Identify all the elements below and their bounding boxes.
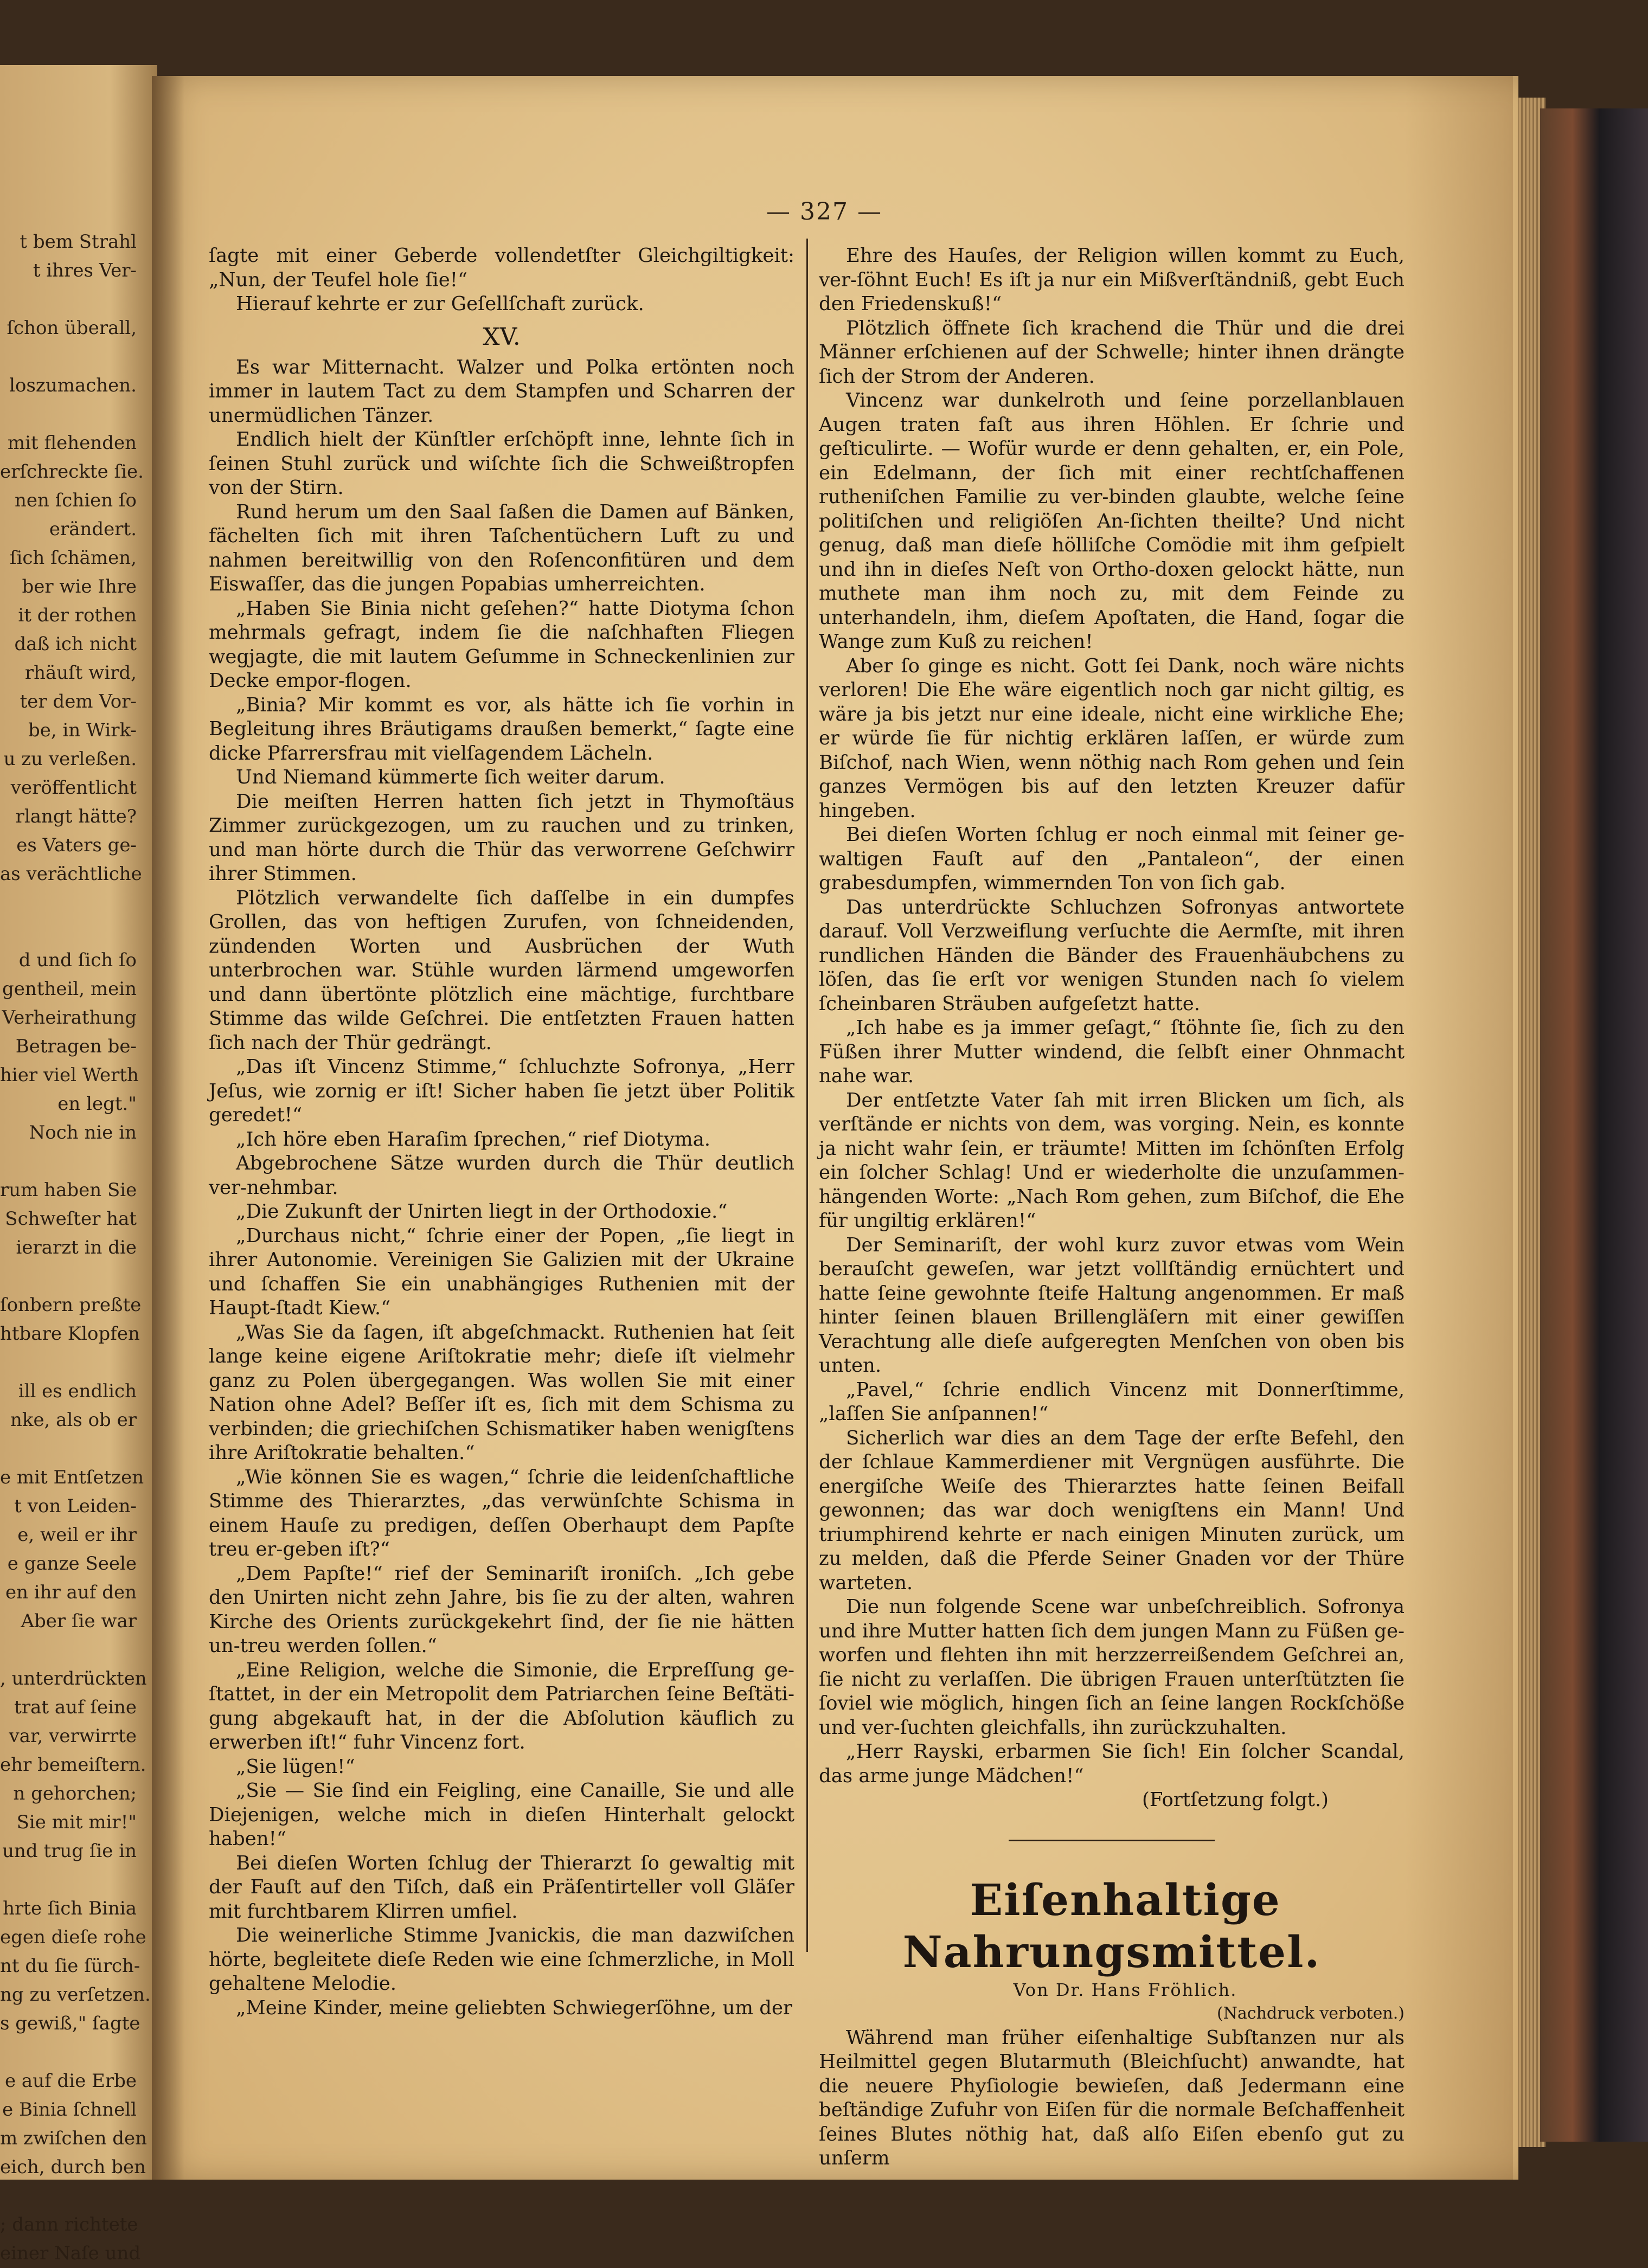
left-page-line: hier viel Werth [0, 1064, 139, 1086]
left-page-line: e mit Entſetzen [0, 1467, 144, 1488]
left-page-line: u zu verleßen. [3, 748, 137, 770]
paragraph: „Wie können Sie es wagen,“ ſchrie die leidenſchaftliche Stimme des Thierarztes, „das verwünſchte Schisma in einem Hauſe zu predigen, deſſen Oberhaupt dem Papſte treu er-geben iſt?“ [209, 1466, 794, 1560]
left-page-line: d und ſich ſo [18, 949, 137, 971]
book-cover-edge [1540, 108, 1648, 2142]
left-page-line: ; dann richtete [0, 2214, 138, 2235]
paragraph: Die nun folgende Scene war unbeſchreiblich. Sofronya und ihre Mutter hatten ſich dem jungen Mann zu Füßen ge-worfen und flehten ihn mit herzzerreißendem Geſchrei an, ſie nicht zu verlaſſen. Die übrigen Frauen unterſtützten ſie ſoviel wie möglich, hingen ſich an ſeine langen Rockſchöße und ver-ſuchten gleichfalls, ihn zurückzuhalten. [819, 1596, 1405, 1739]
left-page-line: t ihres Ver- [33, 260, 137, 281]
left-page-line: ter dem Vor- [20, 691, 137, 712]
paragraph: Rund herum um den Saal ſaßen die Damen auf Bänken, fächelten ſich mit ihren Taſchentüchern Luft zu und nahmen bereitwillig von den Roſenconfitüren und dem Eiswaſſer, das die jungen Popabias umherreichten. [209, 500, 794, 595]
left-page-line: e, weil er ihr [17, 1524, 137, 1546]
left-page-line: veröffentlicht [10, 777, 137, 799]
left-page-line: as verächtliche [0, 863, 142, 885]
left-page-line: Aber ſie war [21, 1610, 137, 1632]
paragraph: Das unterdrückte Schluchzen Sofronyas antwortete darauf. Voll Verzweiflung verſuchte die Aermſte, mit ihren rundlichen Händen die Bänder des Frauenhäubchens zu löſen, das ſie erſt vor wenigen Stunden nach ſo vielem ſcheinbaren Sträuben aufgeſetzt hatte. [819, 896, 1405, 1015]
paragraph: „Meine Kinder, meine geliebten Schwiegerſöhne, um der [236, 1996, 792, 2019]
left-page-line: ill es endlich [18, 1380, 137, 1402]
left-page-line [0, 889, 146, 917]
paragraph: „Binia? Mir kommt es vor, als hätte ich ſie vorhin in Begleitung ihres Bräutigams draußen bemerkt,“ ſagte eine dicke Pfarrersfrau mit vielſagendem Lächeln. [209, 693, 794, 764]
paragraph: „Herr Rayski, erbarmen Sie ſich! Ein ſolcher Scandal, das arme junge Mädchen!“ [819, 1740, 1405, 1787]
paragraph: „Eine Religion, welche die Simonie, die Erpreſſung ge-ſtattet, in der ein Metropolit dem Patriarchen ſeine Beſtäti-gung abgekauft hat, in der die Abſolution käuflich zu erwerben iſt!“ fuhr Vincenz fort. [209, 1659, 794, 1753]
left-page-line: erändert. [49, 518, 137, 540]
left-page-line: ehr bemeiſtern. [0, 1754, 146, 1776]
continued-note: (Fortſetzung folgt.) [1142, 1789, 1329, 1811]
reprint-note: (Nachdruck verboten.) [1216, 2004, 1405, 2023]
left-page-line [0, 1262, 146, 1291]
left-page-line: s gewiß," ſagte [0, 2013, 140, 2034]
paragraph: Plötzlich verwandelte ſich daſſelbe in ein dumpfes Grollen, das von heftigen Zurufen, von ſchneidenden, zündenden Worten und Ausbrüchen der Wuth unterbrochen war. Stühle wurden lärmend umgeworfen und dann übertönte plötzlich eine mächtige, furchtbare Stimme das wilde Geſchrei. Die entſetzten Frauen hatten ſich nach der Thür gedrängt. [209, 886, 794, 1054]
left-page-line: erſchreckte ſie. [0, 461, 144, 483]
left-page-line: eich, durch ben [0, 2156, 146, 2178]
left-column [209, 244, 794, 2020]
paragraph: Plötzlich öffnete ſich krachend die Thür und die drei Männer erſchienen auf der Schwelle; hinter ihnen drängte ſich der Strom der Anderen. [819, 317, 1405, 388]
left-paragraphs [209, 356, 794, 2021]
left-page-line [0, 2182, 146, 2211]
paragraph: Und Niemand kümmerte ſich weiter darum. [236, 766, 665, 788]
left-page-line: m zwiſchen den [0, 2128, 148, 2149]
paragraph: Es war Mitternacht. Walzer und Polka ertönten noch immer in lautem Tact zu dem Stampfen und Scharren der unermüdlichen Tänzer. [209, 356, 794, 427]
paragraph: Aber ſo ginge es nicht. Gott ſei Dank, noch wäre nichts verloren! Die Ehe wäre eigentlich noch gar nicht giltig, es wäre ja bis jetzt nur eine ideale, nicht eine wirkliche Ehe; er würde ſie für nichtig erklären laſſen, er würde zum Biſchof, nach Wien, wenn nöthig nach Rom gehen und ſein ganzes Vermögen bis auf den letzten Kreuzer dafür hingeben. [819, 654, 1405, 822]
left-page-line: ber wie Ihre [22, 576, 137, 597]
left-page-line: en ihr auf den [5, 1582, 137, 1603]
left-page-line: trat auf ſeine [14, 1697, 137, 1718]
left-page-line: t bem Strahl [20, 231, 137, 253]
paragraph: „Ich habe es ja immer geſagt,“ ſtöhnte ſie, ſich zu den Füßen ihrer Mutter windend, die ſelbſt einer Ohnmacht nahe war. [819, 1017, 1405, 1087]
article-title: Eiſenhaltige Nahrungsmittel. [902, 1874, 1321, 1977]
paragraph: Abgebrochene Sätze wurden durch die Thür deutlich ver-nehmbar. [209, 1152, 794, 1199]
paragraph: Sicherlich war dies an dem Tage der erſte Befehl, den der ſchlaue Kammerdiener mit Vergnügen ausführte. Die energiſche Weiſe des Thierarztes hatte ſeinen Beifall gewonnen; das war doch wenigſtens ein Mann! Und triumphirend kehrte er nach einigen Minuten zurück, um zu melden, daß die Pferde Seiner Gnaden vor der Thüre warteten. [819, 1427, 1405, 1594]
left-page-line: Sie mit mir!" [16, 1811, 137, 1833]
paragraph: Der Seminariſt, der wohl kurz zuvor etwas vom Wein berauſcht geweſen, war jetzt vollſtändig ernüchtert und hatte ſeine gewohnte ſteife Haltung angenommen. Er maß hinter ſeinen blauen Brillengläſern mit einer gewiſſen Verachtung alle dieſe aufgeregten Menſchen von oben bis unten. [819, 1233, 1405, 1377]
paragraph: „Pavel,“ ſchrie endlich Vincenz mit Donnerſtimme, „laſſen Sie anſpannen!“ [819, 1378, 1405, 1425]
paragraph: Ehre des Hauſes, der Religion willen kommt zu Euch, ver-ſöhnt Euch! Es iſt ja nur ein Mißverſtändniß, gebt Euch den Friedenskuß!“ [819, 245, 1405, 315]
paragraph: „Haben Sie Binia nicht geſehen?“ hatte Diotyma ſchon mehrmals gefragt, indem ſie die naſchhaften Fliegen wegjagte, die mit lautem Geſumme in Schneckenlinien zur Decke empor-flogen. [209, 597, 794, 692]
paragraph: „Was Sie da ſagen, iſt abgeſchmackt. Ruthenien hat ſeit lange keine eigene Ariſtokratie mehr; dieſe iſt vielmehr ganz zu Polen übergegangen. Was wollen Sie mit einer Nation ohne Adel? Beſſer iſt es, ſich mit dem Schisma zu verbinden; die griechiſchen Schismatiker haben wenigſtens ihre Ariſtokratie behalten.“ [209, 1321, 794, 1464]
left-page-line: gentheil, mein [2, 978, 137, 1000]
paragraph: Hierauf kehrte er zur Geſellſchaft zurück. [236, 293, 644, 315]
paragraph: Der entſetzte Vater ſah mit irren Blicken um ſich, als verſtände er nichts von dem, was vorging. Nein, es konnte ja nicht wahr ſein, er träumte! Mitten im ſchönſten Erfolg ein ſolcher Schlag! Und er wiederholte die unzuſammen-hängenden Worte: „Nach Rom gehen, zum Biſchof, die Ehe für ungiltig erklären!“ [819, 1089, 1405, 1232]
paragraph: „Sie — Sie ſind ein Feigling, eine Canaille, Sie und alle Diejenigen, welche mich in dieſen Hinterhalt gelockt haben!“ [209, 1779, 794, 1850]
left-page-line: loszumachen. [9, 375, 137, 396]
left-page-line: ſich ſchämen, [9, 547, 137, 569]
left-page-line [0, 1348, 146, 1377]
left-page-line: , unterdrückten [0, 1668, 147, 1689]
left-page-line: rlangt hätte? [15, 806, 137, 827]
left-page-line: einer Naſe und [0, 2243, 141, 2264]
paragraph: „Ich höre eben Haraſim ſprechen,“ rief Diotyma. [236, 1128, 711, 1151]
left-page-line: Verheirathung [2, 1007, 137, 1029]
left-page-line: nen ſchien ſo [14, 490, 137, 511]
left-page-line: nke, als ob er [10, 1409, 137, 1431]
paragraph: Bei dieſen Worten ſchlug der Thierarzt ſo gewaltig mit der Fauſt auf den Tiſch, daß ein Präſentirteller voll Gläſer mit furchtbarem Klirren umfiel. [209, 1852, 794, 1923]
paragraph: „Das iſt Vincenz Stimme,“ ſchluchzte Sofronya, „Herr Jeſus, wie zornig er iſt! Sicher haben ſie jetzt über Politik geredet!“ [209, 1056, 794, 1126]
left-page-line [0, 343, 146, 371]
paragraph: Die meiſten Herren hatten ſich jetzt in Thymoſtäus Zimmer zurückgezogen, um zu rauchen und zu trinken, und man hörte durch die Thür das verworrene Geſchwirr ihrer Stimmen. [209, 790, 794, 885]
left-page-line: n gehorchen; [13, 1783, 137, 1804]
left-page-line [0, 1636, 146, 1665]
left-page-line: Noch nie in [29, 1122, 137, 1143]
left-page-line: nt du ſie ſürch- [0, 1955, 140, 1977]
left-page-line: rhäuſt wird, [24, 662, 137, 684]
paragraph: Bei dieſen Worten ſchlug er noch einmal mit ſeiner ge-waltigen Fauſt auf den „Pantaleon“, der einen grabesdumpfen, wimmernden Ton von ſich gab. [819, 824, 1405, 894]
left-page-line: var, verwirrte [9, 1725, 137, 1747]
left-page [0, 65, 157, 2264]
page-number: — 327 — [766, 198, 882, 226]
left-page-line [0, 400, 146, 429]
left-page-line: Betragen be- [15, 1036, 137, 1057]
left-page-line: es Vaters ge- [16, 834, 137, 856]
left-page-line: e ganze Seele [7, 1553, 137, 1575]
paragraph: „Die Zukunft der Unirten liegt in der Orthodoxie.“ [236, 1200, 728, 1223]
left-page-line: egen dieſe rohe [0, 1926, 146, 1948]
left-page-line: rum haben Sie [0, 1179, 137, 1201]
left-page-line: ſchon überall, [7, 317, 137, 339]
chapter-heading: XV. [483, 323, 521, 351]
left-page-fragments [0, 228, 151, 2268]
left-page-line [0, 2038, 146, 2067]
left-page-line [0, 1147, 146, 1176]
left-page-line: be, in Wirk- [28, 719, 137, 741]
left-page-line: Schweſter hat [5, 1208, 137, 1230]
right-column [819, 244, 1405, 2171]
left-page-line: en legt." [57, 1093, 137, 1115]
left-page-line: ierarzt in die [16, 1237, 137, 1258]
left-page-line: e Binia ſchnell [2, 2099, 137, 2121]
left-page-line: mit flehenden [7, 432, 137, 454]
paragraph: Endlich hielt der Künſtler erſchöpft inne, lehnte ſich in ſeinen Stuhl zurück und wiſchte ſich die Schweißtropfen von der Stirn. [209, 428, 794, 499]
paragraph: „Durchaus nicht,“ ſchrie einer der Popen, „ſie liegt in ihrer Autonomie. Vereinigen Sie Galizien mit der Ukraine und ſchaffen Sie ein unabhängiges Ruthenien mit der Haupt-ſtadt Kiew.“ [209, 1224, 794, 1319]
paragraph: „Sie lügen!“ [236, 1755, 355, 1778]
left-page-line [0, 917, 146, 946]
article-byline: Von Dr. Hans Fröhlich. [1013, 1979, 1237, 2000]
page-shading [1405, 76, 1513, 2180]
left-page-line [0, 285, 146, 314]
paragraph: Die weinerliche Stimme Jvanickis, die man dazwiſchen hörte, begleitete dieſe Reden wie eine ſchmerzliche, in Moll gehaltene Melodie. [209, 1924, 794, 1995]
left-page-line: daß ich nicht [14, 633, 137, 655]
left-page-line: ng zu verſetzen. [0, 1984, 151, 2006]
paragraph: „Dem Papſte!“ rief der Seminariſt ironiſch. „Ich gebe den Unirten nicht zehn Jahre, bis ſie zu der alten, wahren Kirche des Orients zurückgekehrt ſind, der ſie nie hätten un-treu werden ſollen.“ [209, 1562, 794, 1657]
column-divider [806, 239, 808, 1952]
right-paragraphs [819, 244, 1405, 1788]
left-page-line: t von Leiden- [14, 1495, 137, 1517]
left-page-line: e auf die Erbe [4, 2070, 137, 2092]
left-page-line: it der rothen [18, 605, 137, 626]
left-page-line: hrte ſich Binia [3, 1898, 137, 1919]
paragraph: Vincenz war dunkelroth und ſeine porzellanblauen Augen traten faſt aus ihren Höhlen. Er ſchrie und geſticulirte. — Wofür wurde er denn gehalten, er, ein Pole, ein Edelmann, der ſich mit einer rechtſchaffenen rutheniſchen Familie zu ver-binden glaubte, welche ſeine politiſchen und religiöſen An-ſichten theilte? Und nicht genug, daß man dieſe hölliſche Comödie mit ihm geſpielt und ihn in dieſes Neſt von Ortho-doxen gelockt hätte, nun muthete man ihm noch zu, mit dem Feinde zu unterhandeln, ihm, dieſem Apoſtaten, die Hand, ſogar die Wange zum Kuß zu reichen! [819, 389, 1405, 653]
left-page-line [0, 1435, 146, 1463]
article-paragraphs [819, 2026, 1405, 2171]
paragraph: Während man früher eiſenhaltige Subſtanzen nur als Heilmittel gegen Blutarmuth (Bleichſucht) anwandte, hat die neuere Phyſiologie bewieſen, daß Jedermann eine beſtändige Zufuhr von Eiſen für die normale Beſchaffenheit ſeines Blutes nöthig hat, daß alſo Eiſen ebenſo gut zu unſerm [819, 2026, 1405, 2169]
gutter-shadow [152, 76, 184, 2180]
left-page-line: ſonbern preßte [0, 1294, 142, 1316]
left-page-line: htbare Klopfen [0, 1323, 140, 1345]
left-page-line [0, 1866, 146, 1894]
paragraph: ſagte mit einer Geberde vollendetſter Gleichgiltigkeit: „Nun, der Teufel hole ſie!“ [209, 245, 794, 291]
left-page-line: und trug ſie in [2, 1840, 137, 1862]
section-rule [1009, 1840, 1215, 1841]
